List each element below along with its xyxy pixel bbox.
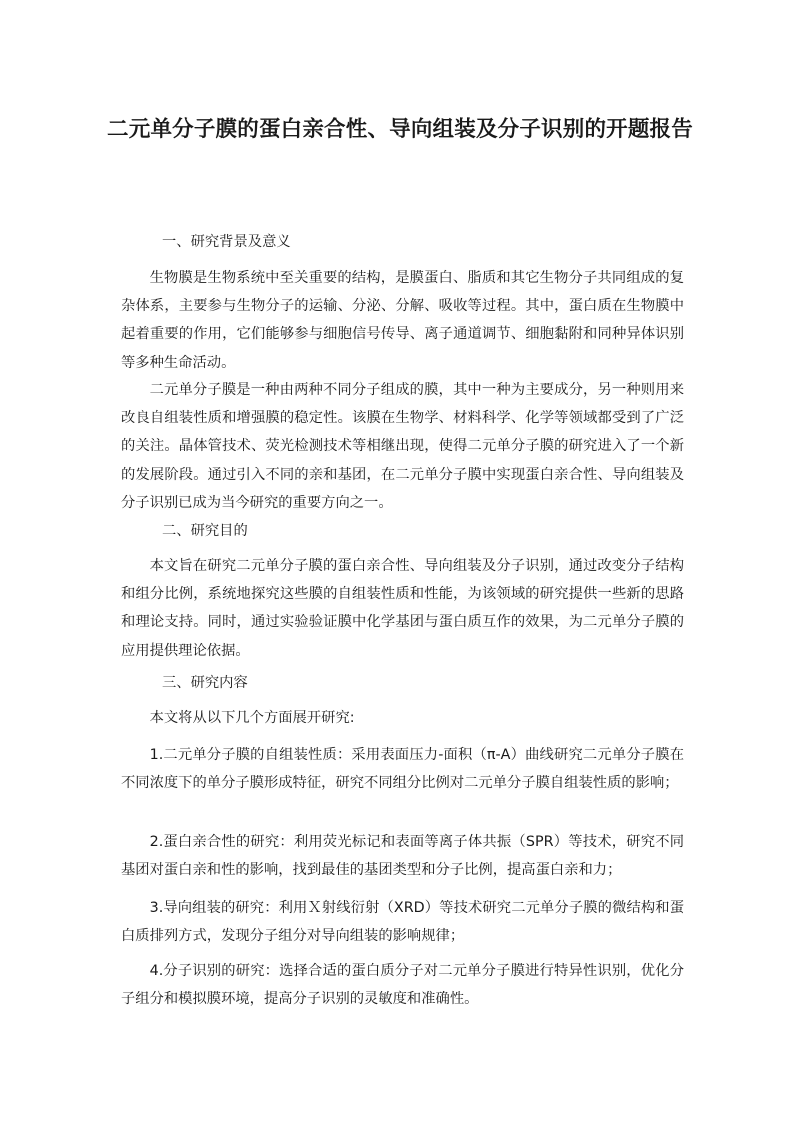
paragraph-purpose: 本文旨在研究二元单分子膜的蛋白亲合性、导向组装及分子识别，通过改变分子结构和组分比例，系统地探究这些膜的自组装性质和性能，为该领域的研究提供一些新的思路和理论支持。同时，通过实验验证膜中化学基团与蛋白质互作的效果，为二元单分子膜的应用提供理论依据。 [121, 558, 684, 659]
list-item-self-assembly: 1.二元单分子膜的自组装性质：采用表面压力-面积（π-A）曲线研究二元单分子膜在不同浓度下的单分子膜形成特征，研究不同组分比例对二元单分子膜自组装性质的影响； [121, 747, 684, 792]
section-heading-background: 一、研究背景及意义 [162, 234, 291, 250]
list-item-directed-assembly: 3.导向组装的研究：利用Ｘ射线衍射（XRD）等技术研究二元单分子膜的微结构和蛋白质排列方式，发现分子组分对导向组装的影响规律； [121, 900, 684, 945]
paragraph-content-intro: 本文将从以下几个方面展开研究: [149, 710, 355, 726]
paragraph-binary-monolayer: 二元单分子膜是一种由两种不同分子组成的膜，其中一种为主要成分，另一种则用来改良自组装性质和增强膜的稳定性。该膜在生物学、材料科学、化学等领域都受到了广泛的关注。晶体管技术、荧光检测技术等相继出现，使得二元单分子膜的研究进入了一个新的发展阶段。通过引入不同的亲和基团，在二元单分子膜中实现蛋白亲合性、导向组装及分子识别已成为当今研究的重要方向之一。 [121, 382, 684, 511]
section-heading-purpose: 二、研究目的 [162, 523, 248, 539]
paragraph-biomembrane: 生物膜是生物系统中至关重要的结构，是膜蛋白、脂质和其它生物分子共同组成的复杂体系，主要参与生物分子的运输、分泌、分解、吸收等过程。其中，蛋白质在生物膜中起着重要的作用，它们能够参与细胞信号传导、离子通道调节、细胞黏附和同种异体识别等多种生命活动。 [121, 270, 684, 371]
section-heading-content: 三、研究内容 [162, 675, 248, 691]
document-title: 二元单分子膜的蛋白亲合性、导向组装及分子识别的开题报告 [107, 117, 693, 142]
list-item-protein-affinity: 2.蛋白亲合性的研究：利用荧光标记和表面等离子体共振（SPR）等技术，研究不同基团对蛋白亲和性的影响，找到最佳的基团类型和分子比例，提高蛋白亲和力； [121, 834, 684, 879]
list-item-molecular-recognition: 4.分子识别的研究：选择合适的蛋白质分子对二元单分子膜进行特异性识别，优化分子组分和模拟膜环境，提高分子识别的灵敏度和准确性。 [121, 963, 684, 1008]
